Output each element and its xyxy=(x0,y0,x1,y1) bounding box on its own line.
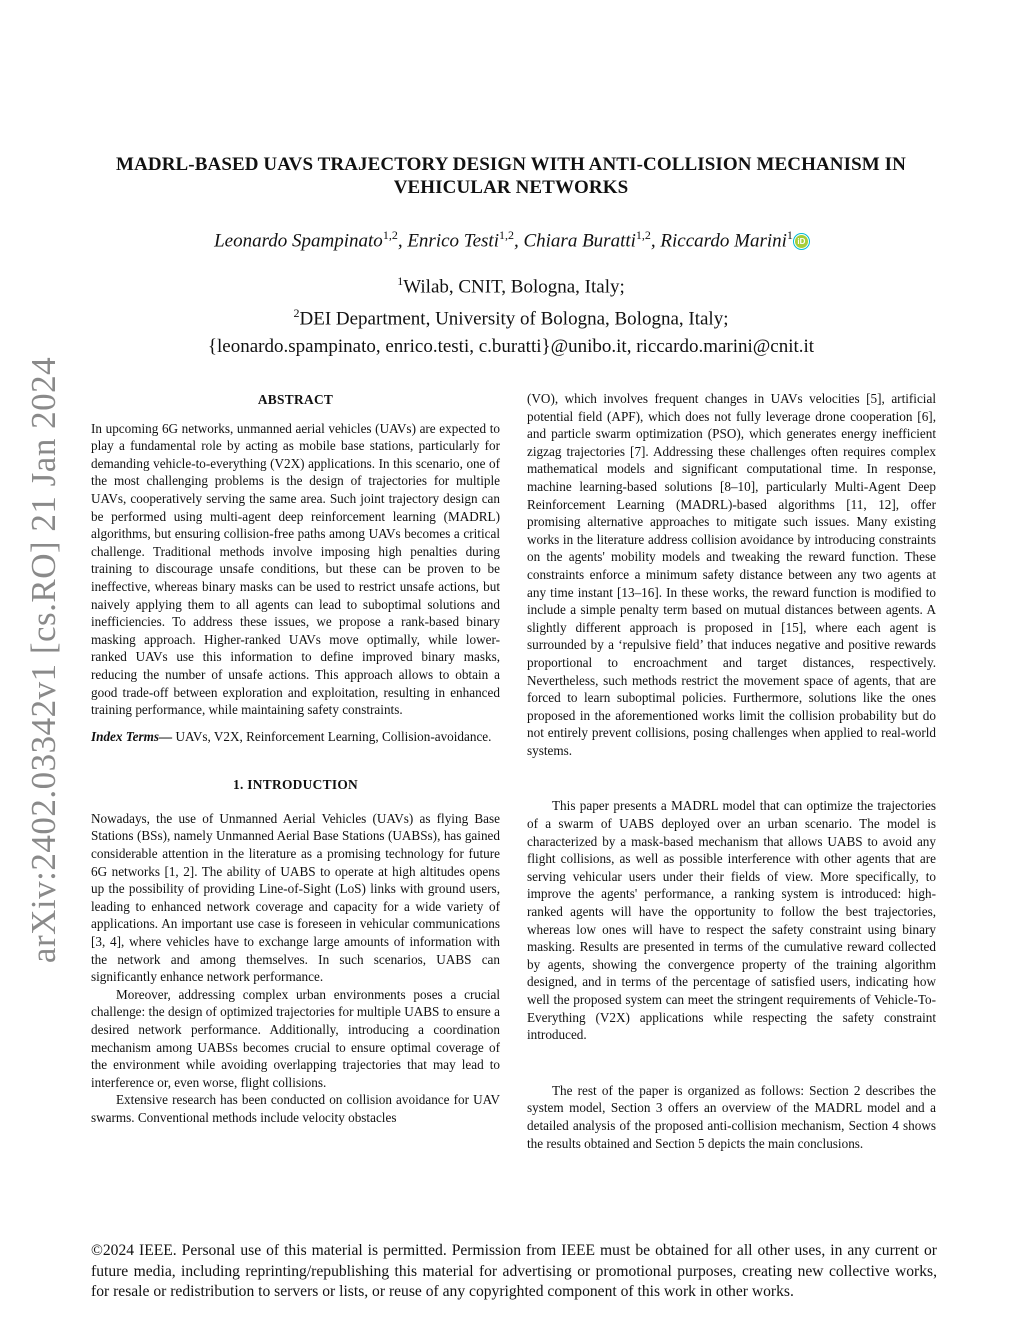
abstract-text: In upcoming 6G networks, unmanned aerial vehicles (UAVs) are expected to play a fundamental role by acting as mobile base stations, particularly for demanding vehicle-to-everything (V2X) applications. In this scenario, one of the most challenging problems is the design of trajectories for multiple UAVs, cooperatively serving the same area. Such joint trajectory design can be performed using multi-agent deep reinforcement learning (MADRL) algorithms, but ensuring collision-free paths among UAVs becomes a critical challenge. Traditional methods involve imposing high penalties during training to discourage unsafe conditions, but these can be proven to be ineffective, whereas binary masks can be used to restrict unsafe actions, but naively applying them to all agents can lead to suboptimal solutions and inefficiencies. To address these issues, we propose a rank-based binary masking approach. Higher-ranked UAVs move optimally, while lower-ranked UAVs use this information to define improved binary masks, reducing the number of unsafe actions. This approach allows to obtain a good trade-off between exploration and exploitation, resulting in enhanced training performance, while maintaining safety constraints. xyxy=(91,420,500,718)
intro-paragraph-3: Extensive research has been conducted on collision avoidance for UAV swarms. Conventional methods include velocity obstacles xyxy=(91,1092,500,1125)
affiliation-text: DEI Department, University of Bologna, Bologna, Italy; xyxy=(299,308,729,330)
affiliation-1 xyxy=(90,268,932,300)
arxiv-identifier-sidebar xyxy=(26,340,62,980)
author-name: Chiara Buratti xyxy=(523,230,636,252)
author-affiliation-mark: 1 xyxy=(786,228,793,242)
author-separator: , xyxy=(650,230,661,252)
introduction-heading: 1. INTRODUCTION xyxy=(232,777,359,793)
index-terms-text: UAVs, V2X, Reinforcement Learning, Collision-avoidance. xyxy=(172,728,492,744)
affiliation-mark: 2 xyxy=(293,306,300,321)
right-column xyxy=(527,390,936,1152)
affiliation-text: Wilab, CNIT, Bologna, Italy; xyxy=(403,276,625,298)
author-name: Enrico Testi xyxy=(407,230,499,252)
intro-paragraph-2: Moreover, addressing complex urban environments poses a crucial challenge: the design of optimized trajectories for multiple UABS to ensure a desired network performance. Additionally, introducing a coordination mechanism among UABSs becomes crucial to ensure optimal coverage of the environment while avoiding overlapping trajectories that may lead to interference or, even worse, flight collisions. xyxy=(91,986,500,1090)
author-name: Leonardo Spampinato xyxy=(214,230,383,252)
affiliations xyxy=(90,268,932,360)
author-list xyxy=(90,222,932,254)
author-separator: , xyxy=(397,230,408,252)
intro-paragraph-1: Nowadays, the use of Unmanned Aerial Vehicles (UAVs) as flying Base Stations (BSs), namely Unmanned Aerial Base Stations (UABSs), has gained considerable attention in the literature as a promising technology for future 6G networks [1, 2]. The ability of UABS to operate at high altitudes opens up the possibility of providing Line-of-Sight (LoS) links with ground users, leading to enhanced network coverage and capacity for a wide variety of applications. An important use case is foreseen in vehicular communications [3, 4], where vehicles have to exchange large amounts of information with the network and among themselves. In such scenarios, UABS can significantly enhance network performance. xyxy=(91,810,500,985)
author-emails: {leonardo.spampinato, enrico.testi, c.buratti}@unibo.it, riccardo.marini@cnit.it xyxy=(207,335,815,357)
intro-paragraph-3-continued: (VO), which involves frequent changes in UAVs velocities [5], artificial potential field (APF), which does not fully leverage drone cooperation [6], and particle swarm optimization (PSO), which generates energy inefficient zigzag trajectories [7]. Addressing these challenges often requires complex mathematical models and significant computational time. In response, machine learning-based solutions [8–10], particularly Multi-Agent Deep Reinforcement Learning (MADRL)-based algorithms [11, 12], offer promising alternative approaches to mitigate such issues. Many existing works in the literature address collision avoidance by introducing constraints on the agents' mobility models and tweaking the reward function. These constraints enforce a minimum safety distance between any two agents at any time instant [13–16]. In these works, the reward function is modified to include a simple penalty term based on mutual distances between agents. A slightly different approach is proposed in [15], where each agent is surrounded by a ‘repulsive field’ that induces negative and positive rewards proportional to encroachment and target distances, respectively. Nevertheless, such methods restrict the movement space of agents, that are forced to learn suboptimal policies. Furthermore, solutions like the ones proposed in the aforementioned works limit the collision probability but do not entirely prevent collisions, posing challenges when applied to real-world systems. xyxy=(527,391,936,758)
title-line-1: MADRL-BASED UAVS TRAJECTORY DESIGN WITH ANTI-COLLISION MECHANISM IN xyxy=(116,154,906,175)
author-separator: , xyxy=(513,230,524,252)
intro-paragraph-5: The rest of the paper is organized as follows: Section 2 describes the system model, Section 3 offers an overview of the MADRL model and a detailed analysis of the proposed anti-collision mechanism, Section 4 shows the results obtained and Section 5 depicts the main conclusions. xyxy=(527,1082,936,1151)
copyright-notice: ©2024 IEEE. Personal use of this material is permitted. Permission from IEEE must be obtained for all other uses, in any current or future media, including reprinting/republishing this material for advertising or promotional purposes, creating new collective works, for resale or redistribution to servers or lists, or reuse of any copyrighted component of this work in other works. xyxy=(91,1242,937,1300)
orcid-icon[interactable]: iD xyxy=(795,235,808,248)
arxiv-identifier: arXiv:2402.03342v1 [cs.RO] 21 Jan 2024 xyxy=(24,356,63,964)
left-column xyxy=(91,391,500,1127)
title-line-2: VEHICULAR NETWORKS xyxy=(393,177,629,198)
paper-title xyxy=(90,153,932,199)
intro-paragraph-4: This paper presents a MADRL model that can optimize the trajectories of a swarm of UABS deployed over an urban scenario. The model is characterized by a mask-based mechanism that allows UABS to avoid any flight collisions, as well as possible interference with other agents that are serving vehicular users under their fields of view. More specifically, to improve the agents' performance, a ranking system is introduced: high-ranked agents will have the opportunity to follow the best trajectories, whereas low ones will have to respect the safety constraint using binary masking. Results are presented in terms of the cumulative reward collected by agents, showing the convergence property of the training algorithm designed, and in terms of the percentage of satisfied users, indicating how well the proposed system can meet the stringent requirements of Vehicle-To-Everything (V2X) applications while respecting the safety constraint introduced. xyxy=(527,798,936,1043)
index-terms-label: Index Terms— xyxy=(91,728,173,744)
author-affiliation-mark: 1,2 xyxy=(498,228,514,242)
index-terms xyxy=(91,728,500,746)
abstract-heading: ABSTRACT xyxy=(257,392,334,407)
author-affiliation-mark: 1,2 xyxy=(635,228,651,242)
author-affiliation-mark: 1,2 xyxy=(382,228,398,242)
affiliation-2 xyxy=(90,300,932,332)
author-name: Riccardo Marini xyxy=(660,230,787,252)
affiliation-mark: 1 xyxy=(397,274,404,288)
